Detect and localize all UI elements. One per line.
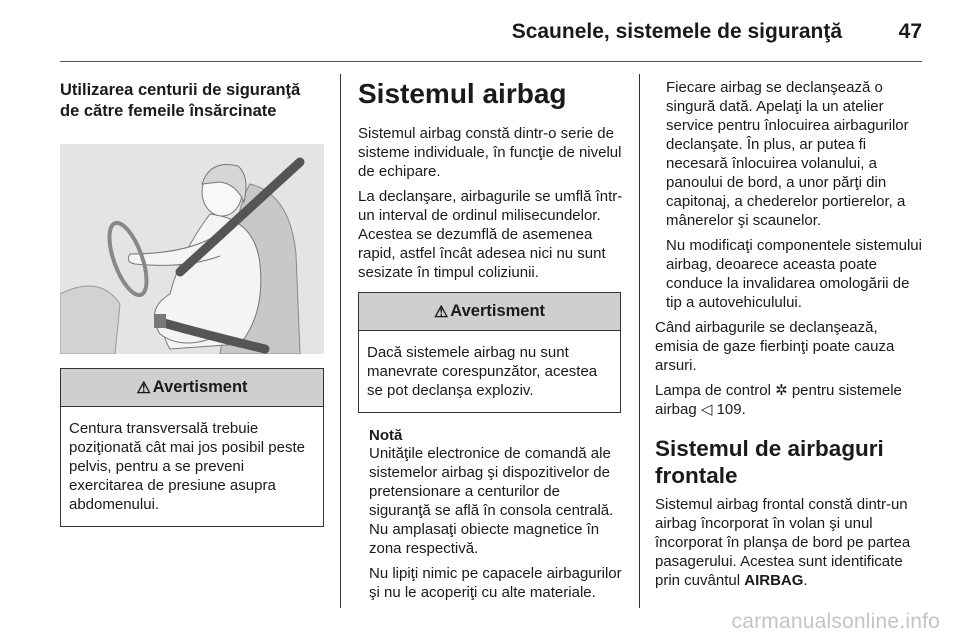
page-title: Scaunele, sistemele de siguranţă xyxy=(511,20,842,43)
paragraph: La declanşare, airbagurile se umflă într-un interval de ordinul milisecundelor. Acestea se dezumflă de asemenea rapid, astfel încât adesea nici nu sunt sesizate în timpul coliziunii. xyxy=(358,188,623,281)
page-reference-icon: ◁ xyxy=(700,401,713,418)
warning-title: Avertisment xyxy=(450,302,546,320)
section-heading: Sistemul de airbaguri frontale xyxy=(655,436,884,488)
indented-paragraph: Fiecare airbag se declanşează o singură dată. Apelaţi la un atelier service pentru înlocuirea airbagurilor declanşate. În plus, ar putea fi necesară înlocuirea volanului, a panoului de bord, a unor părţi din capitonaj, a chederelor portierelor, a mânerelor şi scaunelor. xyxy=(666,79,909,229)
control-lamp-paragraph: Lampa de control ✲ pentru sistemele airbag ◁ 109. xyxy=(655,382,902,418)
page-reference[interactable]: 109. xyxy=(716,401,746,418)
warning-text: Centura transversală trebuie poziţionată cât mai jos posibil peste pelvis, pentru a se preveni exercitarea de presiune asupra abdomenului. xyxy=(69,420,305,513)
watermark-site-link[interactable]: carmanualsonline.info xyxy=(731,610,940,633)
warning-header xyxy=(61,369,323,407)
airbag-label: AIRBAG xyxy=(744,572,804,589)
warning-header xyxy=(359,293,620,331)
seatbelt-illustration-icon xyxy=(60,144,324,354)
column-middle xyxy=(358,74,623,608)
column-right xyxy=(655,74,923,596)
note-title: Notă xyxy=(369,427,403,444)
warning-box xyxy=(358,292,621,413)
warning-icon: ⚠ xyxy=(433,303,449,321)
indented-paragraph: Nu modificaţi componentele sistemului airbag, deoarece aceasta poate conduce la invalidarea omologării de tip a autovehiculului. xyxy=(666,237,922,311)
warning-title: Avertisment xyxy=(152,378,248,396)
paragraph: Sistemul airbag frontal constă dintr-un airbag încorporat în volan şi unul încorporat în planşa de bord pe partea pasagerului. Acestea sunt identificate prin cuvântul AIRBAG. xyxy=(655,496,911,589)
column-divider-1 xyxy=(340,74,341,608)
airbag-lamp-icon: ✲ xyxy=(775,382,788,399)
column-left xyxy=(60,74,324,527)
section-heading: Sistemul airbag xyxy=(358,78,567,109)
pregnant-woman-seatbelt-illustration xyxy=(60,144,324,354)
page-header xyxy=(60,18,922,48)
note-paragraph: Unităţile electronice de comandă ale sistemelor airbag şi dispozitivelor de pretensionare a centurilor de siguranţă se află în consola centrală. Nu amplasaţi obiecte magnetice în zona respectivă. xyxy=(369,445,614,557)
paragraph: Când airbagurile se declanşează, emisia de gaze fierbinţi poate cauza arsuri. xyxy=(655,319,895,374)
warning-text: Dacă sistemele airbag nu sunt manevrate corespunzător, acestea se pot declanşa exploziv. xyxy=(367,344,598,399)
warning-box xyxy=(60,368,324,527)
header-divider xyxy=(60,61,922,62)
column-divider-2 xyxy=(639,74,640,608)
paragraph: Sistemul airbag constă dintr-o serie de sisteme individuale, în funcţie de nivelul de echipare. xyxy=(358,125,622,180)
page-number: 47 xyxy=(898,20,922,43)
warning-icon: ⚠ xyxy=(136,379,151,397)
note-paragraph: Nu lipiţi nimic pe capacele airbagurilor şi nu le acoperiţi cu alte materiale. xyxy=(369,565,622,601)
section-subheading: Utilizarea centurii de siguranţă de către femeile însărcinate xyxy=(60,81,301,120)
